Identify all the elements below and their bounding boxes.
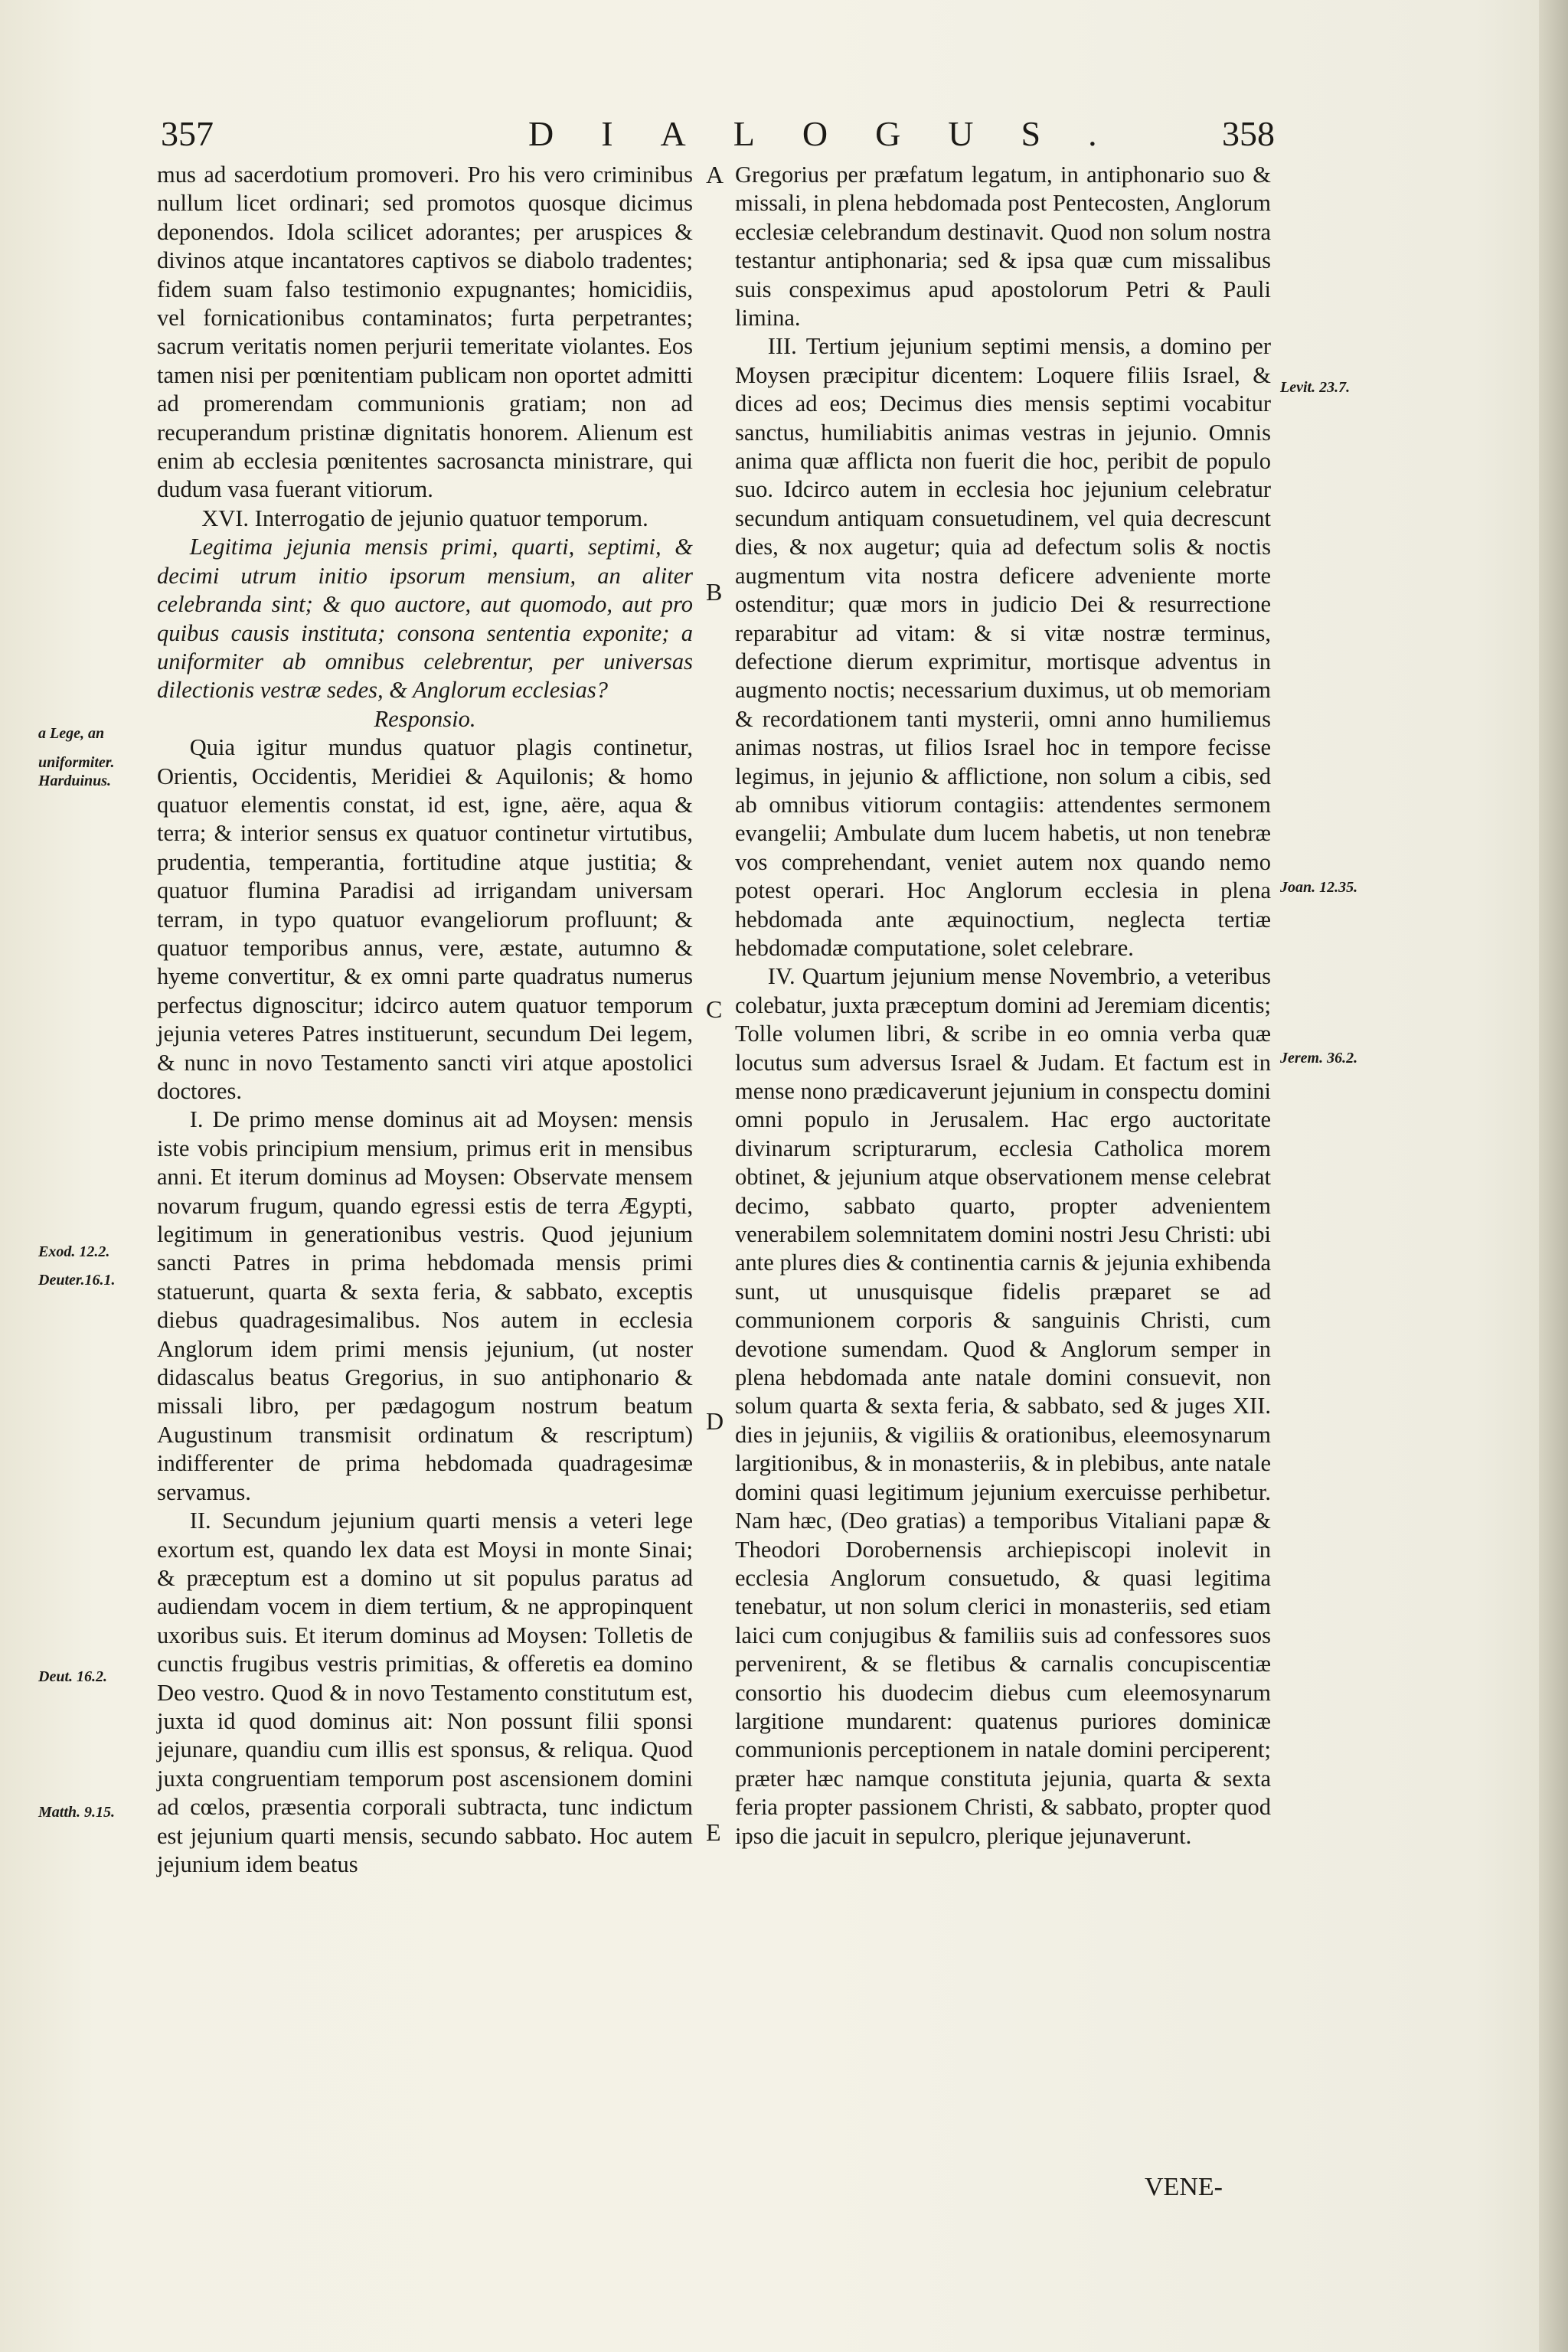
margin-note-uniformiter: uniformiter. Harduinus. <box>38 754 115 789</box>
margin-note-levit: Levit. 23.7. <box>1280 379 1351 396</box>
margin-note-exod: Exod. 12.2. <box>38 1243 110 1260</box>
left-column <box>157 161 693 1879</box>
margin-note-deut: Deut. 16.2. <box>38 1668 107 1685</box>
page-header <box>153 113 1275 167</box>
margin-note-deuter: Deuter.16.1. <box>38 1272 116 1289</box>
margin-note-jerem: Jerem. 36.2. <box>1280 1050 1358 1067</box>
margin-note-joan: Joan. 12.35. <box>1280 879 1358 896</box>
section-letter-a: A <box>706 161 724 188</box>
section-letter-d: D <box>706 1407 724 1435</box>
section-heading: XVI. Interrogatio de jejunio quatuor temporum. <box>201 505 648 531</box>
paragraph: I. De primo mense dominus ait ad Moysen: mensis iste vobis principium mensium, primus erit in mensibus anni. Et iterum dominus ad Moysen: Observate mensem novarum frugum, quando egressi estis de terra Ægypti, legitimum in generationibus vestris. Quod jejunium sancti Patres in prima hebdomada mensis primi statuerunt, quarta & sexta feria, & sabbato, exceptis diebus quadragesimalibus. Nos autem in ecclesia Anglorum idem primi mensis jejunium, (ut noster didascalus beatus Gregorius, in suo antiphonario & missali libro, per pædagogum nostrum beatum Augustinum transmisit ordinatum & rescriptum) indifferenter de prima hebdomada quadragesimæ servamus. <box>157 1106 693 1505</box>
paragraph: Quia igitur mundus quatuor plagis continetur, Orientis, Occidentis, Meridiei & Aquilonis; & homo quatuor elementis constat, id est, igne, aëre, aqua & terra; & interior sensus ex quatuor continetur virtutibus, prudentia, temperantia, fortitudine atque justitia; & quatuor flumina Paradisi ad irrigandam universam terram, in typo quatuor evangeliorum profluunt; & quatuor temporibus annus, vere, æstate, autumno & hyeme convertitur, & ex omni parte quadratus numerus perfectus dignoscitur; idcirco autem quatuor temporum jejunia veteres Patres instituerunt, secundum Dei legem, & nunc in novo Testamento sancti viri atque apostolici doctores. <box>157 734 693 1104</box>
paragraph: II. Secundum jejunium quarti mensis a veteri lege exortum est, quando lex data est Moysi in monte Sinai; & præceptum est a domino ut sit populus paratus ad audiendam vocem in diem tertium, & ne appropinquent uxoribus suis. Et iterum dominus ad Moysen: Tolletis de cunctis frugibus vestris primitias, & offeretis ea domino Deo vestro. Quod & in novo Testamento constitutum est, juxta id quod dominus ait: Non possunt filii sponsi jejunare, quandiu cum illis est sponsus, & reliqua. Quod juxta congruentiam temporum post ascensionem domini ad cœlos, præsentia corporali subtracta, tunc indictum est jejunium quarti mensis, secundo sabbato. Hoc autem jejunium idem beatus <box>157 1508 693 1877</box>
section-letter-e: E <box>706 1818 721 1846</box>
right-page-number: 358 <box>1222 114 1275 153</box>
right-column <box>735 161 1271 1851</box>
interrogatio-text: Legitima jejunia mensis primi, quarti, septimi, & decimi utrum initio ipsorum mensium, an aliter celebranda sint; & quo auctore, aut quomodo, aut pro quibus causis instituta; consona sententia exponite; a uniformiter ab omnibus celebrentur, per universas dilectionis vestræ sedes, & Anglorum ecclesias? <box>157 534 693 704</box>
left-page-number: 357 <box>161 114 214 153</box>
running-title: DIALOGUS. <box>528 114 1145 153</box>
responsio-heading: Responsio. <box>374 705 476 732</box>
catchword: VENE- <box>1145 2173 1223 2201</box>
paragraph: Gregorius per præfatum legatum, in antiphonario suo & missali, in plena hebdomada post Pentecosten, Anglorum ecclesiæ celebrandum destinavit. Quod non solum nostra testantur antiphonaria; sed & ipsa quæ cum missalibus suis conspeximus apud apostolorum Petri & Pauli limina. <box>735 162 1271 332</box>
book-spine-edge <box>1539 0 1568 2352</box>
paragraph: mus ad sacerdotium promoveri. Pro his vero criminibus nullum licet ordinari; sed promotos quosque dicimus deponendos. Idola scilicet adorantes; per aruspices & divinos atque incantatores captivos se diabolo tradentes; fidem suam falso testimonio expugnantes; homicidiis, vel fornicationibus contaminatos; furta perpetrantes; sacrum veritatis nomen perjurii temeritate violantes. Eos tamen nisi per pœnitentiam publicam non oportet admitti ad promerendam communionis gratiam; non ad recuperandum pristinæ dignitatis honorem. Alienum est enim ab ecclesia pœnitentes sacrosancta ministrare, qui dudum vasa fuerant vitiorum. <box>157 162 693 503</box>
section-letter-b: B <box>706 578 723 606</box>
paragraph: III. Tertium jejunium septimi mensis, a domino per Moysen præcipitur dicentem: Loquere filiis Israel, & dices ad eos; Decimus dies mensis septimi vocabitur sanctus, humiliabitis animas vestras in jejunio. Omnis anima quæ afflicta non fuerit die hoc, peribit de populo suo. Idcirco autem in ecclesia hoc jejunium celebratur secundum antiquam consuetudinem, vel quia decrescunt dies, & nox augetur; quia ad defectum solis & noctis augmentum vita nostra deficere adveniente morte ostenditur; quæ mors in judicio Dei & resurrectione reparabitur ad vitam: & si vitæ nostræ terminus, defectione dierum exprimitur, mortisque adventus in augmento noctis; necessarium duximus, ut ob memoriam & recordationem tanti mysterii, omni anno humiliemus animas nostras, ut filios Israel hoc in tempore fecisse legimus, in jejunio & afflictione, non solum a cibis, sed ab omnibus vitiorum contagiis: attendentes sermonem evangelii; Ambulate dum lucem habetis, ut non tenebræ vos comprehendant, veniet autem nox quando nemo potest operari. Hoc Anglorum ecclesia in plena hebdomada ante æquinoctium, neglecta tertiæ hebdomadæ computatione, solet celebrare. <box>735 333 1271 961</box>
paragraph: IV. Quartum jejunium mense Novembrio, a veteribus colebatur, juxta præceptum domini ad Jeremiam dicentis; Tolle volumen libri, & scribe in eo omnia verba quæ locutus sum adversus Israel & Judam. Et factum est in mense nono prædicaverunt jejunium in conspectu domini omni populo in Jerusalem. Hac ergo auctoritate divinarum scripturarum, ecclesia Catholica morem obtinet, & jejunium atque observationem mense celebrat decimo, sabbato quarto, propter advenientem venerabilem solemnitatem domini nostri Jesu Christi: ubi ante plures dies & continentia carnis & jejunia exhibenda sunt, ut unusquisque fidelis præparet se ad communionem corporis & sanguinis Christi, cum devotione sumendam. Quod & Anglorum semper in plena hebdomada ante natale domini consuevit, non solum quarta & sexta feria, & sabbato, sed & juges XII. dies in jejuniis, & vigiliis & orationibus, eleemosynarum largitionibus, & in monasteriis, & in plebibus, ante natale domini quasi legitimum jejunium exercuisse perhibetur. Nam hæc, (Deo gratias) a temporibus Vitaliani papæ & Theodori Dorobernensis archiepiscopi inolevit in ecclesia Anglorum consuetudo, & quasi legitima tenebatur, ut non solum clerici in monasteriis, sed etiam laici cum conjugibus & familiis suis ad confessores suos pervenirent, & se fletibus & carnalis concupiscentiæ consortio his duodecim diebus cum eleemosynarum largitione mundarent: quatenus puriores dominicæ communionis perceptionem in natale domini perciperent; præter hæc namque constituta jejunia, quarta & sexta feria propter passionem Christi, & sabbato, propter quod ipso die jacuit in sepulcro, plerique jejunaverunt. <box>735 963 1271 1849</box>
margin-note-lege: a Lege, an <box>38 725 105 742</box>
margin-note-matth: Matth. 9.15. <box>38 1804 116 1821</box>
section-letter-c: C <box>706 995 723 1023</box>
